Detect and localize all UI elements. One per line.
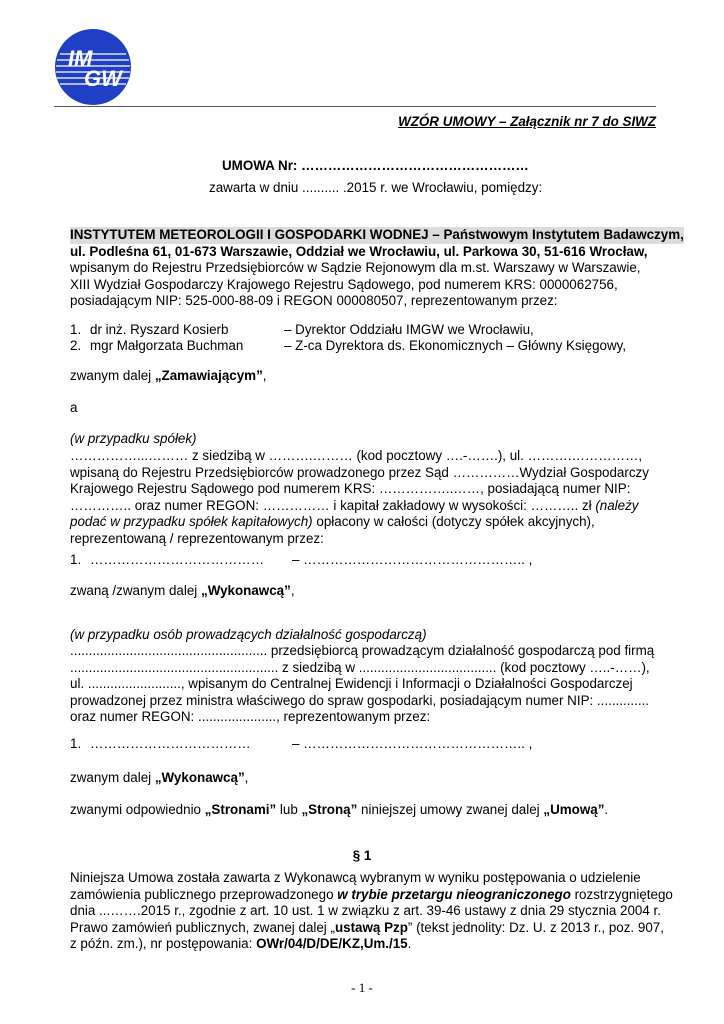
individuals-line: ..................................................... przedsiębiorcą prowadzącym działalność gospodarczą pod firmą bbox=[70, 643, 655, 658]
individuals-block bbox=[70, 643, 656, 726]
individuals-line: ........................................................ z siedzibą w ..................................... (kod pocztowy …..-……), bbox=[70, 659, 650, 675]
section-1-line: z późn. zm.), nr postępowania: OWr/04/D/DE/KZ,Um./15. bbox=[70, 936, 412, 952]
individual-rep-number: 1. bbox=[70, 736, 82, 751]
company-rep-name: ………………………………… bbox=[90, 552, 265, 567]
individuals-line: prowadzonej przez ministra właściwego do spraw gospodarki, posiadającym numer NIP: .............. bbox=[70, 692, 650, 708]
party1-line: ul. Podleśna 61, 01-673 Warszawie, Oddział we Wrocławiu, ul. Parkowa 30, 51-616 Wrocław, bbox=[70, 243, 648, 259]
company-rep-role: – ………………………………………….. , bbox=[292, 552, 533, 567]
called-wykonawca-individual: zwanym dalej „Wykonawcą”, bbox=[70, 770, 249, 785]
rep-number: 2. bbox=[70, 338, 82, 353]
companies-line: reprezentowaną / reprezentowanym przez: bbox=[70, 530, 324, 546]
parties-definition: zwanymi odpowiednio „Stronami” lub „Stroną” niniejszej umowy zwanej dalej „Umową”. bbox=[70, 802, 609, 817]
rep-name: dr inż. Ryszard Kosierb bbox=[90, 322, 229, 337]
section-1-line: Niniejsza Umowa została zawarta z Wykonawcą wybranym w wyniku postępowania o udzielenie bbox=[70, 870, 641, 885]
contract-number: UMOWA Nr: …………………………………………… bbox=[222, 158, 529, 173]
companies-line: podać w przypadku spółek kapitałowych) opłacony w całości (dotyczy spółek akcyjnych), bbox=[70, 514, 595, 530]
imgw-logo bbox=[54, 28, 132, 106]
section-1-body bbox=[70, 870, 673, 953]
companies-line: ………….. oraz numer REGON: …………… i kapitał zakładowy w wysokości: ……….. zł (należy bbox=[70, 497, 639, 513]
party1-line: INSTYTUTEM METEOROLOGII I GOSPODARKI WODNEJ – Państwowym Instytutem Badawczym, bbox=[70, 227, 684, 242]
individuals-line: oraz numer REGON: ....................., reprezentowanym przez: bbox=[70, 709, 431, 725]
page-number: - 1 - bbox=[351, 980, 373, 995]
svg-text:GW: GW bbox=[84, 66, 122, 91]
companies-heading: (w przypadku spółek) bbox=[70, 431, 197, 446]
rep-number: 1. bbox=[70, 322, 82, 337]
individual-rep-role: – ………………………………………….. , bbox=[292, 736, 533, 751]
called-wykonawca-company: zwaną /zwanym dalej „Wykonawcą”, bbox=[70, 583, 295, 598]
section-1-line: Prawo zamówień publicznych, zwanej dalej „ustawą Pzp” (tekst jednolity: Dz. U. z 2013 r., poz. 907, bbox=[70, 919, 664, 935]
individuals-heading: (w przypadku osób prowadzących działalność gospodarczą) bbox=[70, 627, 427, 642]
individuals-line: ul. ........................., wpisanym do Centralnej Ewidencji i Informacji o Działalności Gospodarczej bbox=[70, 676, 633, 692]
party1-line: posiadającym NIP: 525-000-88-09 i REGON 000080507, reprezentowanym przez: bbox=[70, 293, 558, 309]
svg-text:IM: IM bbox=[68, 46, 93, 71]
conjunction-a: a bbox=[70, 400, 78, 415]
rep-name: mgr Małgorzata Buchman bbox=[90, 338, 244, 353]
companies-block bbox=[70, 448, 656, 548]
wykonawca-term: „Wykonawcą” bbox=[154, 770, 245, 785]
individual-rep-name: ……………………………… bbox=[90, 736, 251, 751]
company-rep-number: 1. bbox=[70, 552, 82, 567]
zamawiajacy-term: „Zamawiającym” bbox=[154, 368, 263, 383]
annex-title: WZÓR UMOWY – Załącznik nr 7 do SIWZ bbox=[398, 114, 656, 129]
wykonawca-term: „Wykonawcą” bbox=[201, 583, 291, 598]
companies-line: Krajowego Rejestru Sądowego pod numerem KRS: ……………..……, posiadającą numer NIP: bbox=[70, 481, 631, 497]
section-1-line: dnia ...…….2015 r., zgodnie z art. 10 ust. 1 w związku z art. 39-46 ustawy z dnia 29 stycznia 2004 r. bbox=[70, 903, 661, 919]
called-zamawiajacy: zwanym dalej „Zamawiającym”, bbox=[70, 368, 267, 383]
companies-line: wpisaną do Rejestru Przedsiębiorców prowadzonego przez Sąd ……………Wydział Gospodarczy bbox=[70, 464, 649, 480]
companies-line: ……………...……… z siedzibą w ……….……… (kod pocztowy ….-…….), ul. ……….……………, bbox=[70, 448, 643, 463]
party1-block bbox=[70, 227, 684, 310]
party1-line: XIII Wydział Gospodarczy Krajowego Rejestru Sądowego, pod numerem KRS: 0000062756, bbox=[70, 276, 618, 292]
contract-date-line: zawarta w dniu .......... .2015 r. we Wrocławiu, pomiędzy: bbox=[209, 180, 543, 195]
rep-role: – Dyrektor Oddziału IMGW we Wrocławiu, bbox=[284, 322, 534, 337]
rep-role: – Z-ca Dyrektora ds. Ekonomicznych – Główny Księgowy, bbox=[284, 338, 627, 353]
section-1-heading: § 1 bbox=[352, 848, 372, 863]
party1-line: wpisanym do Rejestru Przedsiębiorców w Sądzie Rejonowym dla m.st. Warszawy w Warszawie, bbox=[70, 260, 641, 276]
header-rule bbox=[54, 106, 656, 107]
section-1-line: zamówienia publicznego przeprowadzonego w trybie przetargu nieograniczonego rozstrzygniętego bbox=[70, 886, 673, 902]
